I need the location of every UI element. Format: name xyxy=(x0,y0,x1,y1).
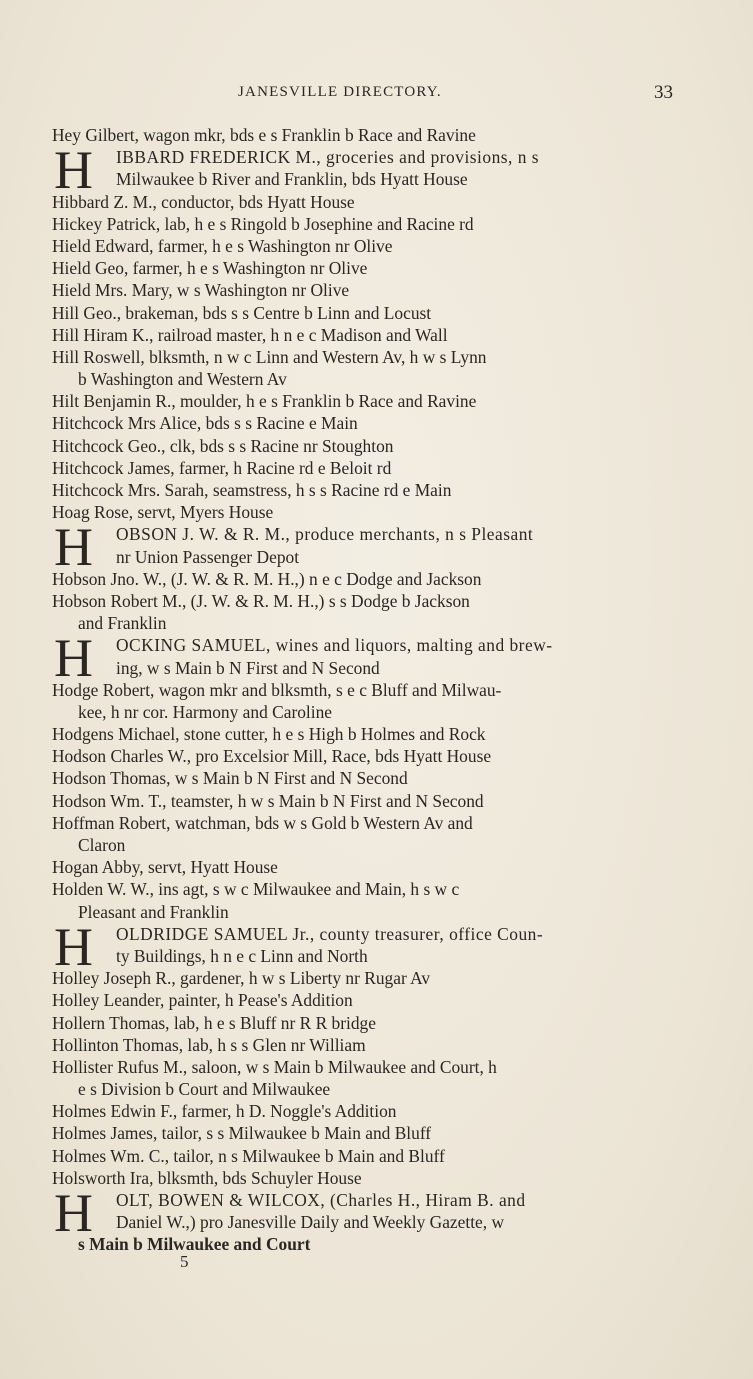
directory-entry xyxy=(52,812,677,856)
entry-line: Claron xyxy=(78,835,126,855)
entry-line: kee, h nr cor. Harmony and Caroline xyxy=(78,701,333,722)
featured-directory-entry xyxy=(52,517,677,578)
directory-entry xyxy=(52,390,677,412)
entry-line: Hollinton Thomas, lab, h s s Glen nr William xyxy=(52,1034,366,1055)
directory-entry xyxy=(52,679,677,723)
directory-entry xyxy=(52,457,677,479)
running-title: JANESVILLE DIRECTORY. xyxy=(238,84,442,100)
entry-line: Hodson Charles W., pro Excelsior Mill, Race, bds Hyatt House xyxy=(52,746,492,767)
directory-entry xyxy=(52,989,677,1011)
featured-directory-entry xyxy=(52,1183,677,1256)
directory-entry xyxy=(52,501,677,523)
entry-line: Holley Joseph R., gardener, h w s Liberty nr Rugar Av xyxy=(52,968,431,989)
entry-line: Hilt Benjamin R., moulder, h e s Franklin b Race and Ravine xyxy=(52,391,477,412)
featured-directory-entry xyxy=(52,916,677,977)
entry-line: Hield Mrs. Mary, w s Washington nr Olive xyxy=(52,280,350,301)
directory-entry xyxy=(52,235,677,257)
entry-line: Hodge Robert, wagon mkr and blksmth, s e c Bluff and Milwau- xyxy=(52,679,502,700)
entry-line: e s Division b Court and Milwaukee xyxy=(78,1079,331,1100)
directory-entry xyxy=(52,745,677,767)
entry-line: Hobson Jno. W., (J. W. & R. M. H.,) n e c Dodge and Jackson xyxy=(52,568,482,589)
entry-line: Hodson Wm. T., teamster, h w s Main b N First and N Second xyxy=(52,790,484,811)
drop-capital: H xyxy=(54,1183,94,1243)
entry-line: Hoffman Robert, watchman, bds w s Gold b Western Av and xyxy=(52,812,473,833)
directory-entry xyxy=(52,1100,677,1122)
entry-line: Hollister Rufus M., saloon, w s Main b Milwaukee and Court, h xyxy=(52,1056,497,1077)
entry-line: Hey Gilbert, wagon mkr, bds e s Franklin b Race and Ravine xyxy=(52,125,476,145)
entry-line: Hitchcock James, farmer, h Racine rd e Beloit rd xyxy=(52,457,392,478)
directory-entry xyxy=(52,790,677,812)
directory-entry xyxy=(52,967,677,989)
entry-line: Hield Geo, farmer, h e s Washington nr Olive xyxy=(52,258,368,279)
entry-line: OLDRIDGE SAMUEL Jr., county treasurer, office Coun- xyxy=(116,923,544,944)
entry-line: Hoag Rose, servt, Myers House xyxy=(52,502,274,523)
entry-line: OCKING SAMUEL, wines and liquors, malting and brew- xyxy=(116,635,553,656)
entry-line: OBSON J. W. & R. M., produce merchants, n s Pleasant xyxy=(116,524,534,545)
entry-line: Hogan Abby, servt, Hyatt House xyxy=(52,857,278,878)
entry-line: Hitchcock Mrs. Sarah, seamstress, h s s Racine rd e Main xyxy=(52,480,452,500)
directory-entry xyxy=(52,257,677,279)
entry-line: s Main b Milwaukee and Court xyxy=(78,1234,311,1255)
entry-line: Hield Edward, farmer, h e s Washington nr Olive xyxy=(52,235,393,256)
directory-entry xyxy=(52,1145,677,1167)
entry-line: Holsworth Ira, blksmth, bds Schuyler House xyxy=(52,1167,362,1188)
directory-entry xyxy=(52,124,677,146)
featured-directory-entry xyxy=(52,140,677,201)
entry-line: and Franklin xyxy=(78,613,167,634)
directory-entry xyxy=(52,279,677,301)
entry-line: Pleasant and Franklin xyxy=(78,901,229,922)
directory-entry xyxy=(52,723,677,745)
directory-entry xyxy=(52,1122,677,1144)
directory-entry xyxy=(52,1034,677,1056)
entry-line: Hill Hiram K., railroad master, h n e c Madison and Wall xyxy=(52,324,448,345)
entry-line: IBBARD FREDERICK M., groceries and provisions, n s xyxy=(116,147,540,168)
directory-entry xyxy=(52,324,677,346)
entry-line: Hodgens Michael, stone cutter, h e s High b Holmes and Rock xyxy=(52,724,486,745)
entry-line: Holmes James, tailor, s s Milwaukee b Main and Bluff xyxy=(52,1123,432,1144)
drop-capital: H xyxy=(54,140,94,201)
drop-capital: H xyxy=(54,517,94,578)
directory-entry xyxy=(52,213,677,235)
entry-line: ing, w s Main b N First and N Second xyxy=(116,657,380,678)
directory-entry xyxy=(52,1167,677,1189)
entry-line: OLT, BOWEN & WILCOX, (Charles H., Hiram B. and xyxy=(116,1190,526,1210)
page-header xyxy=(0,84,753,110)
directory-entry xyxy=(52,1012,677,1034)
entry-line: Daniel W.,) pro Janesville Daily and Weekly Gazette, w xyxy=(116,1212,505,1233)
entry-line: Hickey Patrick, lab, h e s Ringold b Josephine and Racine rd xyxy=(52,213,474,234)
drop-capital: H xyxy=(54,628,94,689)
directory-entry xyxy=(52,346,677,390)
directory-entry xyxy=(52,412,677,434)
page-number: 33 xyxy=(654,82,673,103)
entry-line: Hill Geo., brakeman, bds s s Centre b Linn and Locust xyxy=(52,302,432,323)
directory-entry xyxy=(52,191,677,213)
directory-entry xyxy=(52,878,677,922)
directory-entry xyxy=(52,767,677,789)
entry-line: ty Buildings, h n e c Linn and North xyxy=(116,945,368,966)
entry-line: Hitchcock Mrs Alice, bds s s Racine e Main xyxy=(52,413,358,434)
drop-capital: H xyxy=(54,916,94,977)
entry-line: Holden W. W., ins agt, s w c Milwaukee and Main, h s w c xyxy=(52,879,460,900)
entry-line: Milwaukee b River and Franklin, bds Hyatt House xyxy=(116,169,468,190)
directory-entry xyxy=(52,856,677,878)
entry-line: Hitchcock Geo., clk, bds s s Racine nr Stoughton xyxy=(52,435,394,456)
entry-line: Hobson Robert M., (J. W. & R. M. H.,) s s Dodge b Jackson xyxy=(52,590,470,611)
directory-entry xyxy=(52,590,677,634)
directory-entry xyxy=(52,1056,677,1100)
directory-entry xyxy=(52,302,677,324)
entry-line: Hollern Thomas, lab, h e s Bluff nr R R bridge xyxy=(52,1012,376,1033)
directory-entries xyxy=(52,124,677,1256)
entry-line: Holley Leander, painter, h Pease's Addition xyxy=(52,990,353,1011)
entry-line: Hill Roswell, blksmth, n w c Linn and Western Av, h w s Lynn xyxy=(52,346,487,367)
entry-line: b Washington and Western Av xyxy=(78,369,287,390)
directory-entry xyxy=(52,435,677,457)
featured-directory-entry xyxy=(52,628,677,689)
signature-mark: 5 xyxy=(180,1252,189,1271)
entry-line: Hibbard Z. M., conductor, bds Hyatt House xyxy=(52,191,355,212)
directory-entry xyxy=(52,568,677,590)
entry-line: Holmes Wm. C., tailor, n s Milwaukee b Main and Bluff xyxy=(52,1145,445,1166)
directory-entry xyxy=(52,479,677,501)
entry-line: Holmes Edwin F., farmer, h D. Noggle's Addition xyxy=(52,1101,397,1122)
entry-line: Hodson Thomas, w s Main b N First and N Second xyxy=(52,768,408,789)
entry-line: nr Union Passenger Depot xyxy=(116,546,300,567)
